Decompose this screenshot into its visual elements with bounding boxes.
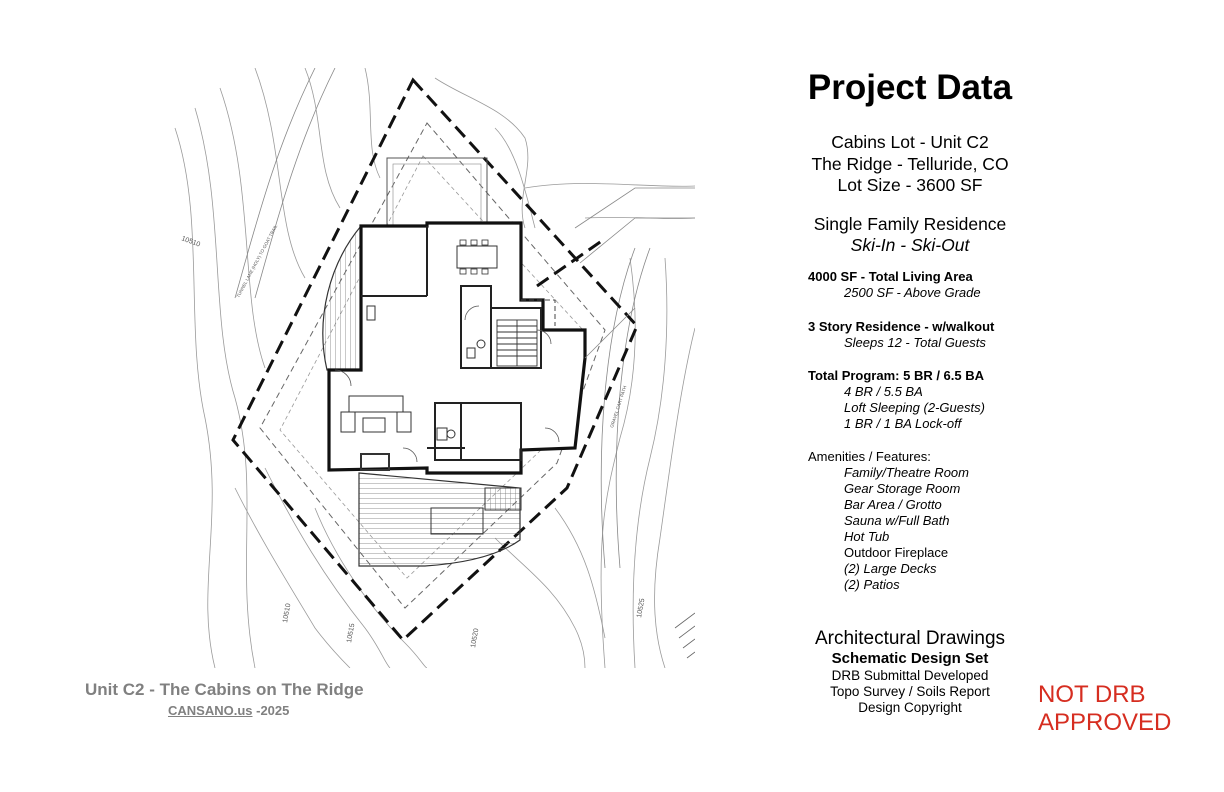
drawings-line: Design Copyright (858, 700, 962, 715)
drawings-block (790, 627, 1030, 716)
lot-line: Lot Size - 3600 SF (837, 175, 983, 195)
amenity-item: Sauna w/Full Bath (844, 513, 950, 528)
drawings-line: DRB Submittal Developed (831, 668, 989, 683)
program-item: Loft Sleeping (2-Guests) (844, 400, 985, 415)
amenity-item: Gear Storage Room (844, 481, 961, 496)
contour-label: 10510 (180, 235, 202, 249)
amenity-item: (2) Large Decks (844, 561, 937, 576)
area-block (808, 269, 981, 301)
residence-type (790, 214, 1030, 257)
contour-label: 10515 (346, 622, 357, 644)
path-label: GRAVEL CART PATH (609, 385, 628, 429)
living-area: 4000 SF - Total Living Area (808, 269, 973, 284)
website-link[interactable]: CANSANO.us (168, 703, 253, 718)
amenities-heading: Amenities / Features: (808, 449, 931, 464)
approval-stamp (1038, 681, 1171, 737)
sleeps: Sleeps 12 - Total Guests (844, 335, 986, 350)
program-block (808, 368, 985, 432)
stamp-line: NOT DRB (1038, 681, 1146, 708)
contour-label: 10510 (282, 602, 293, 624)
copyright-year: -2025 (252, 703, 290, 718)
lot-line: Cabins Lot - Unit C2 (831, 132, 989, 152)
amenities-block (808, 449, 969, 593)
contour-label: 10520 (470, 627, 481, 649)
drawings-heading: Architectural Drawings (814, 628, 1006, 649)
amenity-item: Bar Area / Grotto (844, 497, 942, 512)
amenity-item: Outdoor Fireplace (844, 545, 949, 560)
above-grade: 2500 SF - Above Grade (844, 285, 981, 300)
drawings-line: Topo Survey / Soils Report (830, 684, 990, 699)
amenity-item: (2) Patios (844, 577, 900, 592)
project-data-panel (790, 68, 1030, 257)
drawing-caption (85, 680, 385, 718)
program-heading: Total Program: 5 BR / 6.5 BA (808, 368, 985, 383)
program-item: 4 BR / 5.5 BA (844, 384, 923, 399)
contour-label: 10525 (636, 597, 647, 619)
path-label: TUNNEL LANE (HOLY) TO GOAT TRAIL (235, 223, 279, 299)
stories-block (808, 319, 994, 351)
credit-line (168, 703, 385, 718)
amenity-item: Hot Tub (844, 529, 890, 544)
lot-line: The Ridge - Telluride, CO (811, 153, 1009, 174)
lot-info (790, 132, 1030, 197)
stories: 3 Story Residence - w/walkout (808, 319, 995, 334)
residence-type-label: Single Family Residence (813, 213, 1007, 234)
design-set: Schematic Design Set (831, 650, 989, 667)
project-title: Unit C2 - The Cabins on The Ridge (85, 680, 364, 699)
program-item: 1 BR / 1 BA Lock-off (844, 416, 962, 431)
residence-subtype: Ski-In - Ski-Out (850, 235, 970, 255)
site-plan-drawing (165, 68, 695, 668)
amenity-item: Family/Theatre Room (844, 465, 969, 480)
stamp-line: APPROVED (1038, 709, 1172, 736)
panel-heading: Project Data (807, 68, 1013, 107)
